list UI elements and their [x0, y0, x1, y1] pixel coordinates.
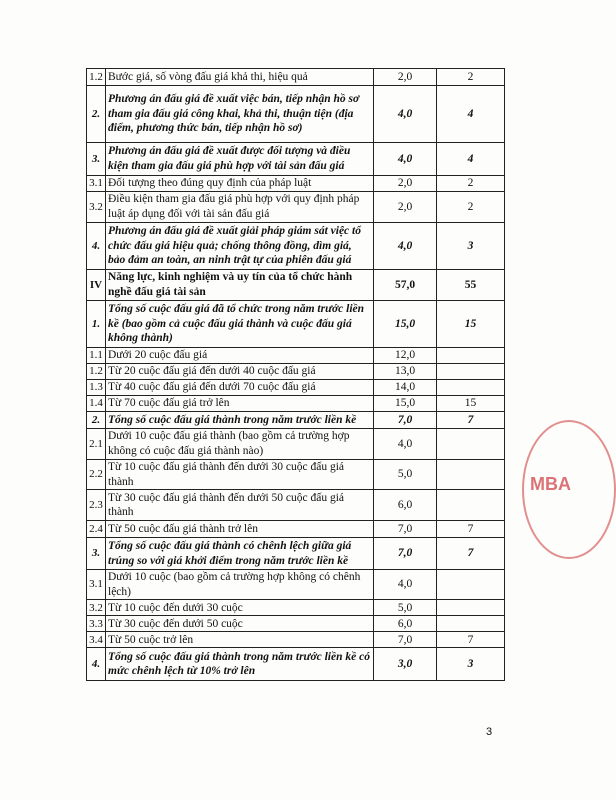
max-score: 14,0	[374, 380, 437, 396]
awarded-score	[437, 460, 505, 490]
max-score: 2,0	[374, 192, 437, 223]
row-number: 4.	[87, 223, 106, 270]
criteria-table	[86, 68, 505, 681]
row-number: 1.3	[87, 380, 106, 396]
criterion-text: Năng lực, kinh nghiệm và uy tín của tổ chức hành nghề đấu giá tài sản	[106, 270, 374, 301]
awarded-score: 7	[437, 412, 505, 429]
table-row	[87, 380, 505, 396]
row-number: 1.2	[87, 364, 106, 380]
awarded-score	[437, 490, 505, 521]
row-number: 2.1	[87, 429, 106, 460]
max-score: 2,0	[374, 69, 437, 86]
max-score: 7,0	[374, 538, 437, 570]
criterion-text: Từ 10 cuộc đến dưới 30 cuộc	[106, 600, 374, 616]
table-row	[87, 570, 505, 600]
table-row	[87, 429, 505, 460]
max-score: 4,0	[374, 429, 437, 460]
criterion-text: Phương án đấu giá đề xuất được đối tượng và điều kiện tham gia đấu giá phù hợp với tài sản đấu giá	[106, 143, 374, 176]
criterion-text: Bước giá, số vòng đấu giá khả thi, hiệu quả	[106, 69, 374, 86]
row-number: 1.1	[87, 348, 106, 364]
row-number: 3.2	[87, 600, 106, 616]
row-number: IV	[87, 270, 106, 301]
row-number: 3.2	[87, 192, 106, 223]
max-score: 12,0	[374, 348, 437, 364]
awarded-score: 2	[437, 192, 505, 223]
row-number: 1.4	[87, 396, 106, 412]
awarded-score: 2	[437, 176, 505, 192]
awarded-score	[437, 570, 505, 600]
criterion-text: Dưới 10 cuộc đấu giá thành (bao gồm cả trường hợp không có cuộc đấu giá thành nào)	[106, 429, 374, 460]
table-row	[87, 270, 505, 301]
table-row	[87, 538, 505, 570]
row-number: 4.	[87, 648, 106, 681]
row-number: 2.	[87, 412, 106, 429]
criterion-text: Phương án đấu giá đề xuất giải pháp giám sát việc tổ chức đấu giá hiệu quả; chống thông đồng, dìm giá, bảo đảm an toàn, an ninh trật tự của phiên đấu giá	[106, 223, 374, 270]
criterion-text: Từ 30 cuộc đấu giá thành đến dưới 50 cuộc đấu giá thành	[106, 490, 374, 521]
table-row	[87, 143, 505, 176]
criterion-text: Đối tượng theo đúng quy định của pháp luật	[106, 176, 374, 192]
table-row	[87, 632, 505, 648]
max-score: 7,0	[374, 412, 437, 429]
criterion-text: Tổng số cuộc đấu giá đã tổ chức trong năm trước liền kề (bao gồm cả cuộc đấu giá thành và cuộc đấu giá không thành)	[106, 301, 374, 348]
stamp-logo: MBA	[530, 474, 571, 494]
row-number: 3.1	[87, 570, 106, 600]
criterion-text: Từ 40 cuộc đấu giá đến dưới 70 cuộc đấu giá	[106, 380, 374, 396]
max-score: 5,0	[374, 600, 437, 616]
table-row	[87, 490, 505, 521]
criterion-text: Dưới 20 cuộc đấu giá	[106, 348, 374, 364]
max-score: 4,0	[374, 86, 437, 143]
awarded-score: 55	[437, 270, 505, 301]
awarded-score: 4	[437, 143, 505, 176]
awarded-score: 15	[437, 301, 505, 348]
table-row	[87, 412, 505, 429]
row-number: 2.2	[87, 460, 106, 490]
awarded-score	[437, 364, 505, 380]
row-number: 2.3	[87, 490, 106, 521]
table-row	[87, 69, 505, 86]
row-number: 3.	[87, 143, 106, 176]
criterion-text: Từ 20 cuộc đấu giá đến dưới 40 cuộc đấu giá	[106, 364, 374, 380]
company-stamp	[522, 420, 616, 559]
max-score: 7,0	[374, 521, 437, 538]
awarded-score	[437, 348, 505, 364]
row-number: 3.3	[87, 616, 106, 632]
table-row	[87, 348, 505, 364]
row-number: 2.	[87, 86, 106, 143]
max-score: 6,0	[374, 490, 437, 521]
criteria-table-body	[87, 69, 505, 681]
max-score: 7,0	[374, 632, 437, 648]
table-row	[87, 616, 505, 632]
table-row	[87, 460, 505, 490]
awarded-score: 15	[437, 396, 505, 412]
criterion-text: Điều kiện tham gia đấu giá phù hợp với quy định pháp luật áp dụng đối với tài sản đấu giá	[106, 192, 374, 223]
criterion-text: Từ 50 cuộc đấu giá thành trở lên	[106, 521, 374, 538]
awarded-score: 7	[437, 538, 505, 570]
max-score: 15,0	[374, 396, 437, 412]
awarded-score: 7	[437, 632, 505, 648]
max-score: 5,0	[374, 460, 437, 490]
table-row	[87, 86, 505, 143]
awarded-score: 4	[437, 86, 505, 143]
table-row	[87, 648, 505, 681]
criterion-text: Từ 50 cuộc trở lên	[106, 632, 374, 648]
awarded-score: 7	[437, 521, 505, 538]
awarded-score	[437, 600, 505, 616]
criterion-text: Từ 70 cuộc đấu giá trở lên	[106, 396, 374, 412]
awarded-score	[437, 380, 505, 396]
awarded-score: 2	[437, 69, 505, 86]
row-number: 3.4	[87, 632, 106, 648]
table-row	[87, 192, 505, 223]
table-row	[87, 521, 505, 538]
awarded-score: 3	[437, 223, 505, 270]
criterion-text: Phương án đấu giá đề xuất việc bán, tiếp nhận hồ sơ tham gia đấu giá công khai, khả thi, thuận tiện (địa điểm, phương thức bán, tiếp nhận hồ sơ)	[106, 86, 374, 143]
criterion-text: Từ 30 cuộc đến dưới 50 cuộc	[106, 616, 374, 632]
row-number: 1.	[87, 301, 106, 348]
table-row	[87, 364, 505, 380]
page-number: 3	[486, 726, 493, 738]
row-number: 1.2	[87, 69, 106, 86]
row-number: 3.1	[87, 176, 106, 192]
criterion-text: Tổng số cuộc đấu giá thành trong năm trước liền kề có mức chênh lệch từ 10% trở lên	[106, 648, 374, 681]
row-number: 2.4	[87, 521, 106, 538]
table-row	[87, 396, 505, 412]
awarded-score	[437, 429, 505, 460]
table-row	[87, 600, 505, 616]
max-score: 4,0	[374, 143, 437, 176]
max-score: 15,0	[374, 301, 437, 348]
criterion-text: Dưới 10 cuộc (bao gồm cả trường hợp không có chênh lệch)	[106, 570, 374, 600]
table-row	[87, 223, 505, 270]
max-score: 6,0	[374, 616, 437, 632]
criterion-text: Tổng số cuộc đấu giá thành trong năm trước liền kề	[106, 412, 374, 429]
max-score: 4,0	[374, 570, 437, 600]
awarded-score: 3	[437, 648, 505, 681]
max-score: 2,0	[374, 176, 437, 192]
criterion-text: Tổng số cuộc đấu giá thành có chênh lệch giữa giá trúng so với giá khởi điểm trong năm trước liền kề	[106, 538, 374, 570]
table-row	[87, 301, 505, 348]
criterion-text: Từ 10 cuộc đấu giá thành đến dưới 30 cuộc đấu giá thành	[106, 460, 374, 490]
table-row	[87, 176, 505, 192]
max-score: 3,0	[374, 648, 437, 681]
max-score: 57,0	[374, 270, 437, 301]
max-score: 4,0	[374, 223, 437, 270]
row-number: 3.	[87, 538, 106, 570]
awarded-score	[437, 616, 505, 632]
max-score: 13,0	[374, 364, 437, 380]
